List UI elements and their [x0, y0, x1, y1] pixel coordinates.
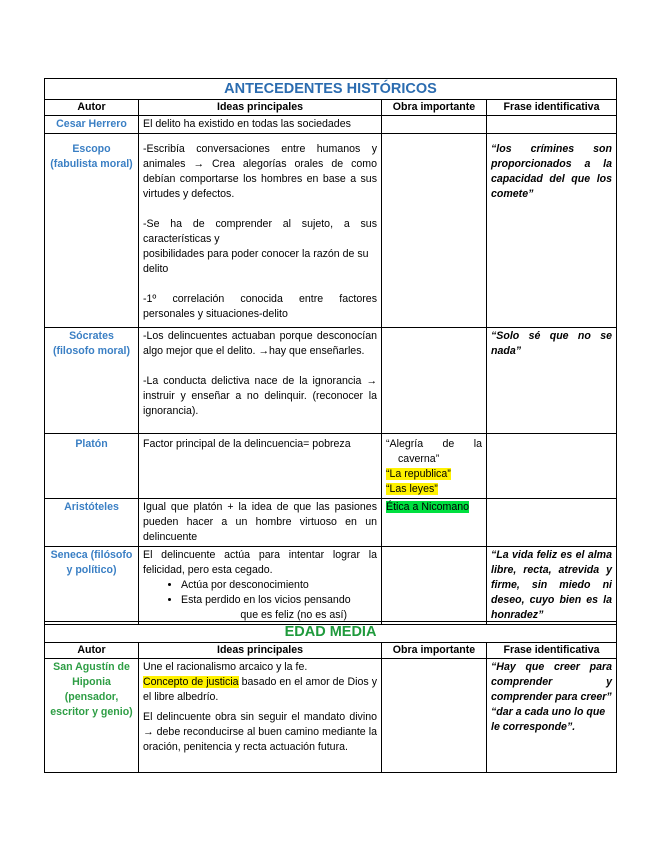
author-cell: Seneca (filósofo y político)	[45, 547, 139, 625]
author-cell: Sócrates (filosofo moral)	[45, 328, 139, 434]
work-text: de	[442, 438, 455, 450]
work-text-highlighted: “La republica”	[386, 468, 451, 480]
work-text: la	[473, 438, 482, 450]
work-cell	[382, 134, 487, 328]
table-row	[45, 434, 617, 499]
list-item: • Esta perdido en los vicios pensando	[181, 593, 377, 608]
table-row	[45, 328, 617, 434]
table-row	[45, 547, 617, 625]
author-cell: Escopo (fabulista moral)	[45, 134, 139, 328]
author-cell: Cesar Herrero	[45, 116, 139, 134]
quote-cell	[487, 659, 617, 773]
header-autor: Autor	[45, 643, 139, 659]
header-frase: Frase identificativa	[487, 100, 617, 116]
work-line	[386, 437, 482, 452]
table-title: ANTECEDENTES HISTÓRICOS	[45, 79, 617, 100]
ideas-cell	[139, 328, 382, 434]
work-text: caverna”	[398, 453, 440, 465]
quote-text: “Hay que creer para comprender y comprender para creer”	[491, 661, 613, 703]
table-row	[45, 499, 617, 547]
ideas-cell	[139, 659, 382, 773]
quote-cell	[487, 499, 617, 547]
idea-text: -La conducta delictiva nace de la ignorancia → instruir y enseñar a no delinquir. (reconocer la ignorancia).	[143, 375, 377, 417]
idea-text: El delincuente obra sin seguir el mandato divino → debe reconducirse al buen camino mediante la oración, penitencia y recta actuación futura.	[143, 711, 377, 753]
work-cell	[382, 659, 487, 773]
idea-text: -Escribía conversaciones entre humanos y animales → Crea alegorías orales de como debían comportarse los hombres en base a sus virtudes y defectos.	[143, 143, 377, 200]
header-frase: Frase identificativa	[487, 643, 617, 659]
work-text-highlighted: “Las leyes”	[386, 483, 438, 495]
work-cell	[382, 328, 487, 434]
list-item: • Actúa por desconocimiento	[181, 578, 377, 593]
work-cell	[382, 116, 487, 134]
idea-text: -Se ha de comprender al sujeto, a sus características y	[143, 218, 377, 245]
author-cell: Platón	[45, 434, 139, 499]
idea-list	[143, 578, 377, 608]
header-autor: Autor	[45, 100, 139, 116]
idea-text	[143, 675, 377, 705]
work-cell	[382, 434, 487, 499]
table-row	[45, 116, 617, 134]
author-cell: Aristóteles	[45, 499, 139, 547]
table-title: EDAD MEDIA	[45, 622, 617, 643]
ideas-cell: Factor principal de la delincuencia= pobreza	[139, 434, 382, 499]
quote-cell: “La vida feliz es el alma libre, recta, atrevida y firme, sin miedo ni deseo, cuyo bien es la honradez”	[487, 547, 617, 625]
ideas-cell: El delito ha existido en todas las sociedades	[139, 116, 382, 134]
quote-cell	[487, 434, 617, 499]
work-cell	[382, 499, 487, 547]
idea-text: posibilidades para poder conocer la razón de su delito	[143, 248, 369, 275]
ideas-cell	[139, 547, 382, 625]
idea-text: Une el racionalismo arcaico y la fe.	[143, 661, 308, 673]
header-obra: Obra importante	[382, 643, 487, 659]
quote-cell: “los crímines son proporcionados a la capacidad del que los comete”	[487, 134, 617, 328]
work-cell	[382, 547, 487, 625]
quote-text: “dar a cada uno lo que le corresponde”.	[491, 706, 606, 733]
idea-text: -1º correlación conocida entre factores personales y situaciones-delito	[143, 293, 377, 320]
author-cell: San Agustín de Hiponia (pensador, escritor y genio)	[45, 659, 139, 773]
header-ideas: Ideas principales	[139, 643, 382, 659]
list-item-continuation: que es feliz (no es así)	[240, 609, 347, 621]
table-row	[45, 659, 617, 773]
quote-cell: “Solo sé que no se nada”	[487, 328, 617, 434]
idea-text-rest: basado en el amor de Dios y el libre albedrío.	[143, 676, 377, 703]
idea-text: -Los delincuentes actuaban porque desconocían algo mejor que el delito. →hay que enseñarles.	[143, 330, 377, 357]
table-row	[45, 134, 617, 328]
quote-cell	[487, 116, 617, 134]
concept-highlight: Concepto de justicia	[143, 676, 239, 688]
work-text-highlighted: Ética a Nicomano	[386, 501, 470, 513]
header-ideas: Ideas principales	[139, 100, 382, 116]
idea-text: El delincuente actúa para intentar lograr la felicidad, pero esta cegado.	[143, 549, 377, 576]
ideas-cell: Igual que platón + la idea de que las pasiones pueden hacer a un hombre virtuoso en un delincuente	[139, 499, 382, 547]
edad-media-table	[44, 621, 617, 773]
ideas-cell	[139, 134, 382, 328]
header-obra: Obra importante	[382, 100, 487, 116]
work-text: “Alegría	[386, 438, 424, 450]
antecedentes-table	[44, 78, 617, 625]
